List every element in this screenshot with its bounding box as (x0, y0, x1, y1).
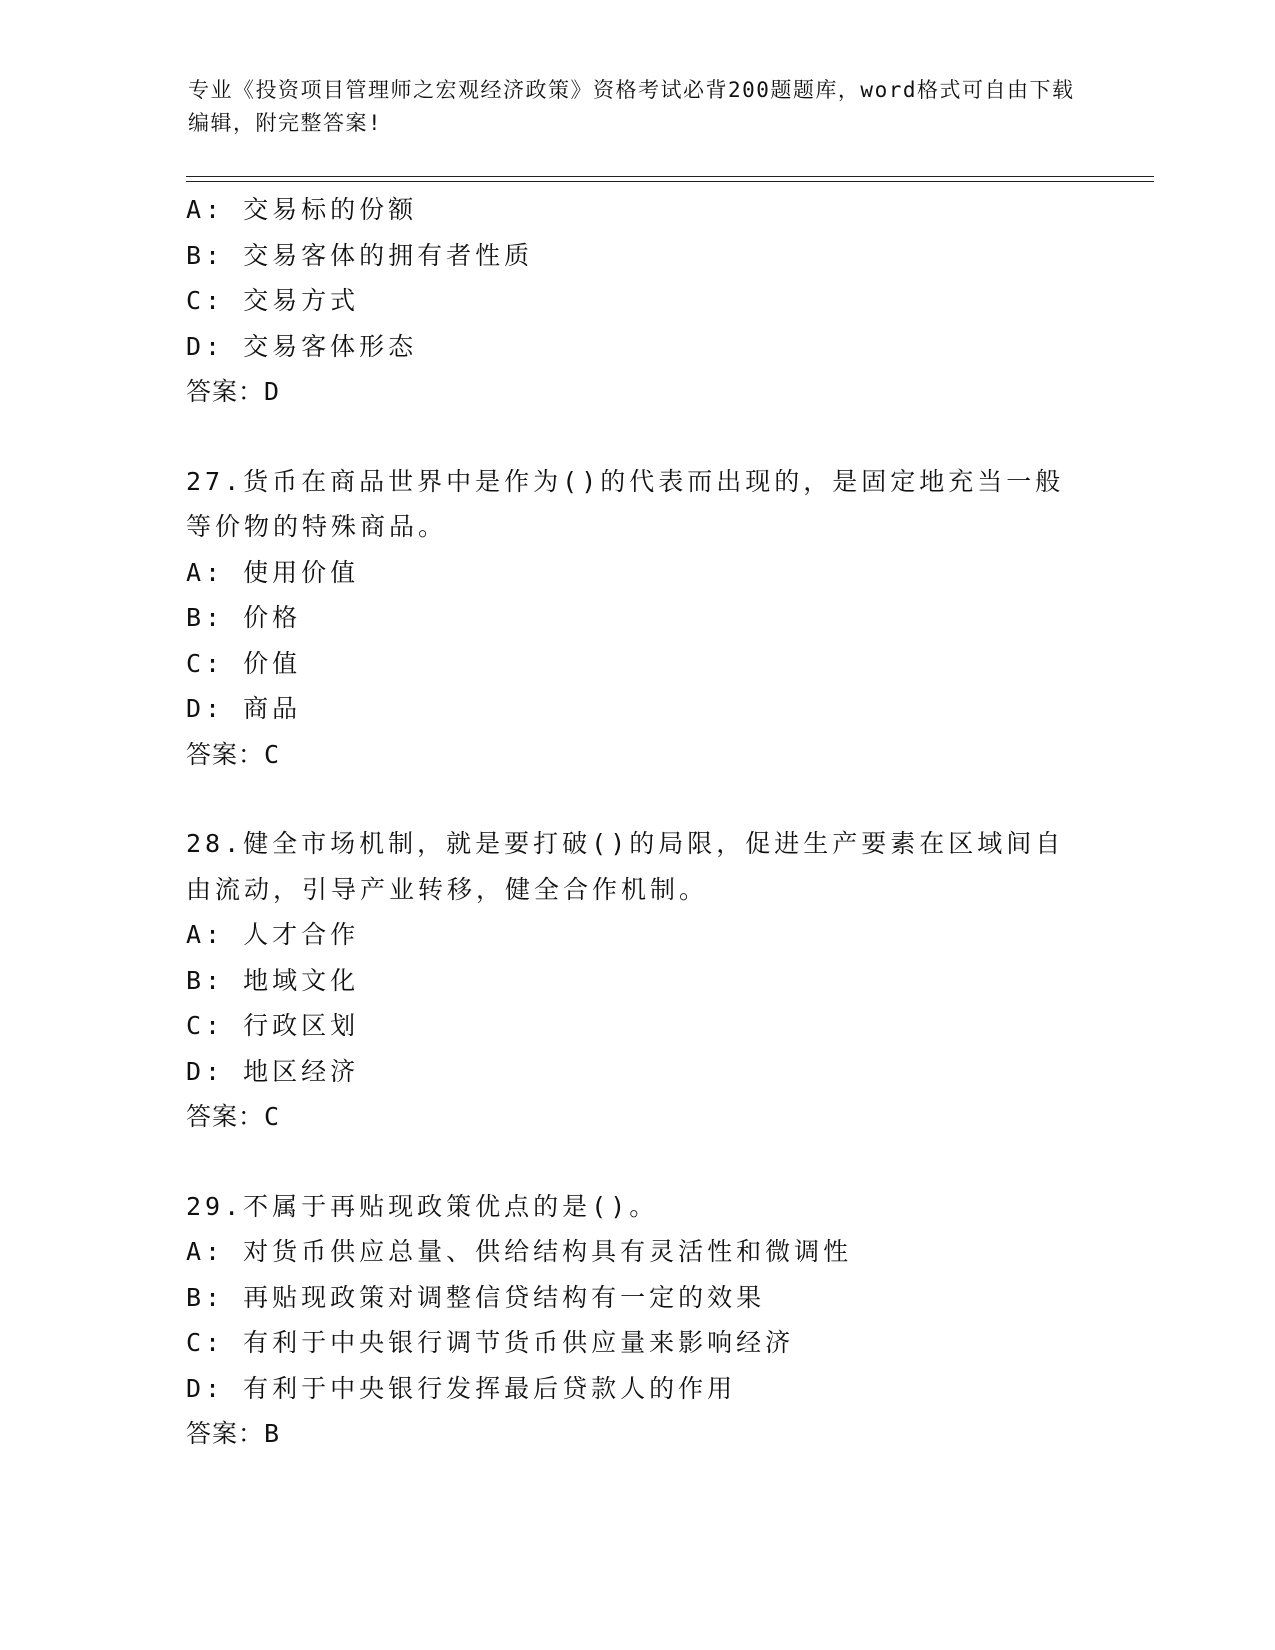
option-b: B: 地域文化 (186, 965, 360, 995)
option-c: C: 行政区划 (186, 1011, 360, 1040)
option-c: C: 交易方式 (186, 286, 360, 315)
answer: 答案：D (186, 377, 280, 406)
question-stem: 27.货币在商品世界中是作为()的代表而出现的，是固定地充当一般等价物的特殊商品。 (186, 466, 1065, 541)
option-a: A: 对货币供应总量、供给结构具有灵活性和微调性 (186, 1237, 853, 1266)
option-a: A: 交易标的份额 (186, 195, 418, 224)
option-d: D: 商品 (186, 694, 302, 723)
question-stem: 28.健全市场机制，就是要打破()的局限，促进生产要素在区域间自由流动，引导产业转移，健全合作机制。 (186, 829, 1065, 904)
answer: 答案：C (186, 739, 280, 769)
answer: 答案：B (186, 1419, 280, 1448)
question-29 (186, 1184, 1106, 1457)
option-b: B: 再贴现政策对调整信贷结构有一定的效果 (186, 1282, 766, 1312)
header-rule-top (186, 176, 1154, 177)
option-a: A: 人才合作 (186, 920, 360, 949)
option-c: C: 有利于中央银行调节货币供应量来影响经济 (186, 1328, 795, 1357)
question-28 (186, 821, 1106, 1140)
header-rule-bottom (186, 181, 1154, 182)
question-stem: 29.不属于再贴现政策优点的是()。 (186, 1191, 659, 1221)
question-26-continued (186, 187, 1106, 415)
option-a: A: 使用价值 (186, 557, 360, 587)
answer: 答案：C (186, 1102, 280, 1131)
option-b: B: 价格 (186, 603, 302, 632)
option-d: D: 地区经济 (186, 1056, 360, 1086)
option-d: D: 有利于中央银行发挥最后贷款人的作用 (186, 1373, 737, 1403)
question-list (186, 187, 1106, 1457)
option-b: B: 交易客体的拥有者性质 (186, 240, 534, 270)
document-header: 专业《投资项目管理师之宏观经济政策》资格考试必背200题题库，word格式可自由下载编辑，附完整答案! (188, 78, 1075, 135)
option-c: C: 价值 (186, 648, 302, 678)
question-27 (186, 459, 1106, 778)
option-d: D: 交易客体形态 (186, 331, 418, 361)
